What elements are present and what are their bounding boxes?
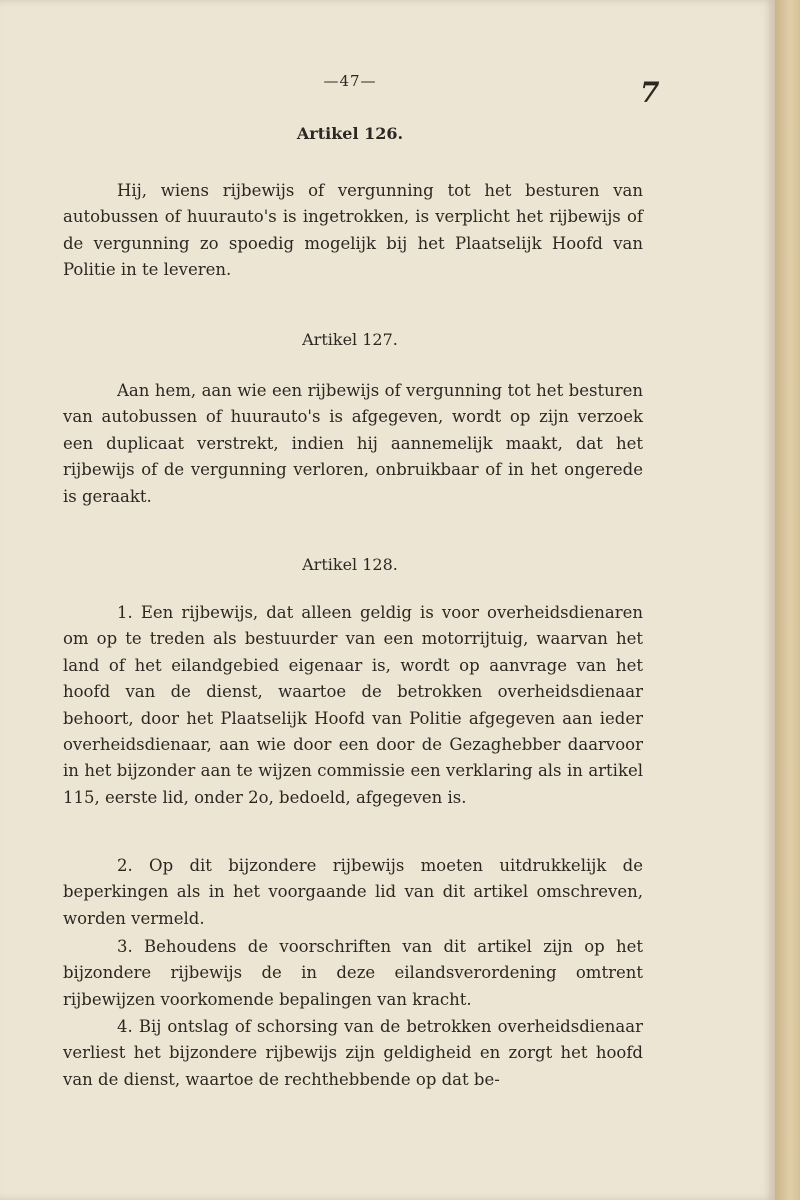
section-heading: Artikel 128. xyxy=(302,555,398,574)
paragraph: 3. Behoudens de voorschriften van dit artikel zijn op het bijzondere rijbewijs de in deze eilandsverordening omtrent rijbewijzen voorkomende bepalingen van kracht. xyxy=(63,937,643,1009)
paragraph: Hij, wiens rijbewijs of vergunning tot het besturen van autobussen of huurauto's is ingetrokken, is verplicht het rijbewijs of de vergunning zo spoedig mogelijk bij het Plaatselijk Hoofd van Politie in te leveren. xyxy=(63,181,643,280)
paragraph: 1. Een rijbewijs, dat alleen geldig is voor overheidsdienaren om op te treden als bestuurder van een motorrijtuig, waarvan het land of het eilandgebied eigenaar is, wordt op aanvrage van het hoofd van de dienst, waartoe de betrokken overheidsdienaar behoort, door het Plaatselijk Hoofd van Politie afgegeven aan ieder overheidsdienaar, aan wie door een door de Gezaghebber daarvoor in het bijzonder aan te wijzen commissie een verklaring als in artikel 115, eerste lid, onder 2o, bedoeld, afgegeven is. xyxy=(63,603,643,807)
paragraph: Aan hem, aan wie een rijbewijs of vergunning tot het besturen van autobussen of huurauto's is afgegeven, wordt op zijn verzoek een duplicaat verstrekt, indien hij aannemelijk maakt, dat het rijbewijs of de vergunning verloren, onbruikbaar of in het ongerede is geraakt. xyxy=(63,381,643,506)
margin-mark: 7 xyxy=(640,76,660,109)
section-heading: Artikel 127. xyxy=(302,330,398,349)
section-heading: Artikel 126. xyxy=(296,124,404,143)
book-spine-edge xyxy=(775,0,800,1200)
paragraph: 4. Bij ontslag of schorsing van de betrokken overheidsdienaar verliest het bijzondere rijbewijs zijn geldigheid en zorgt het hoofd van de dienst, waartoe de rechthebbende op dat be- xyxy=(63,1017,643,1089)
paragraph: 2. Op dit bijzondere rijbewijs moeten uitdrukkelijk de beperkingen als in het voorgaande lid van dit artikel omschreven, worden vermeld. xyxy=(63,856,643,928)
page-number: —47— xyxy=(323,72,377,90)
